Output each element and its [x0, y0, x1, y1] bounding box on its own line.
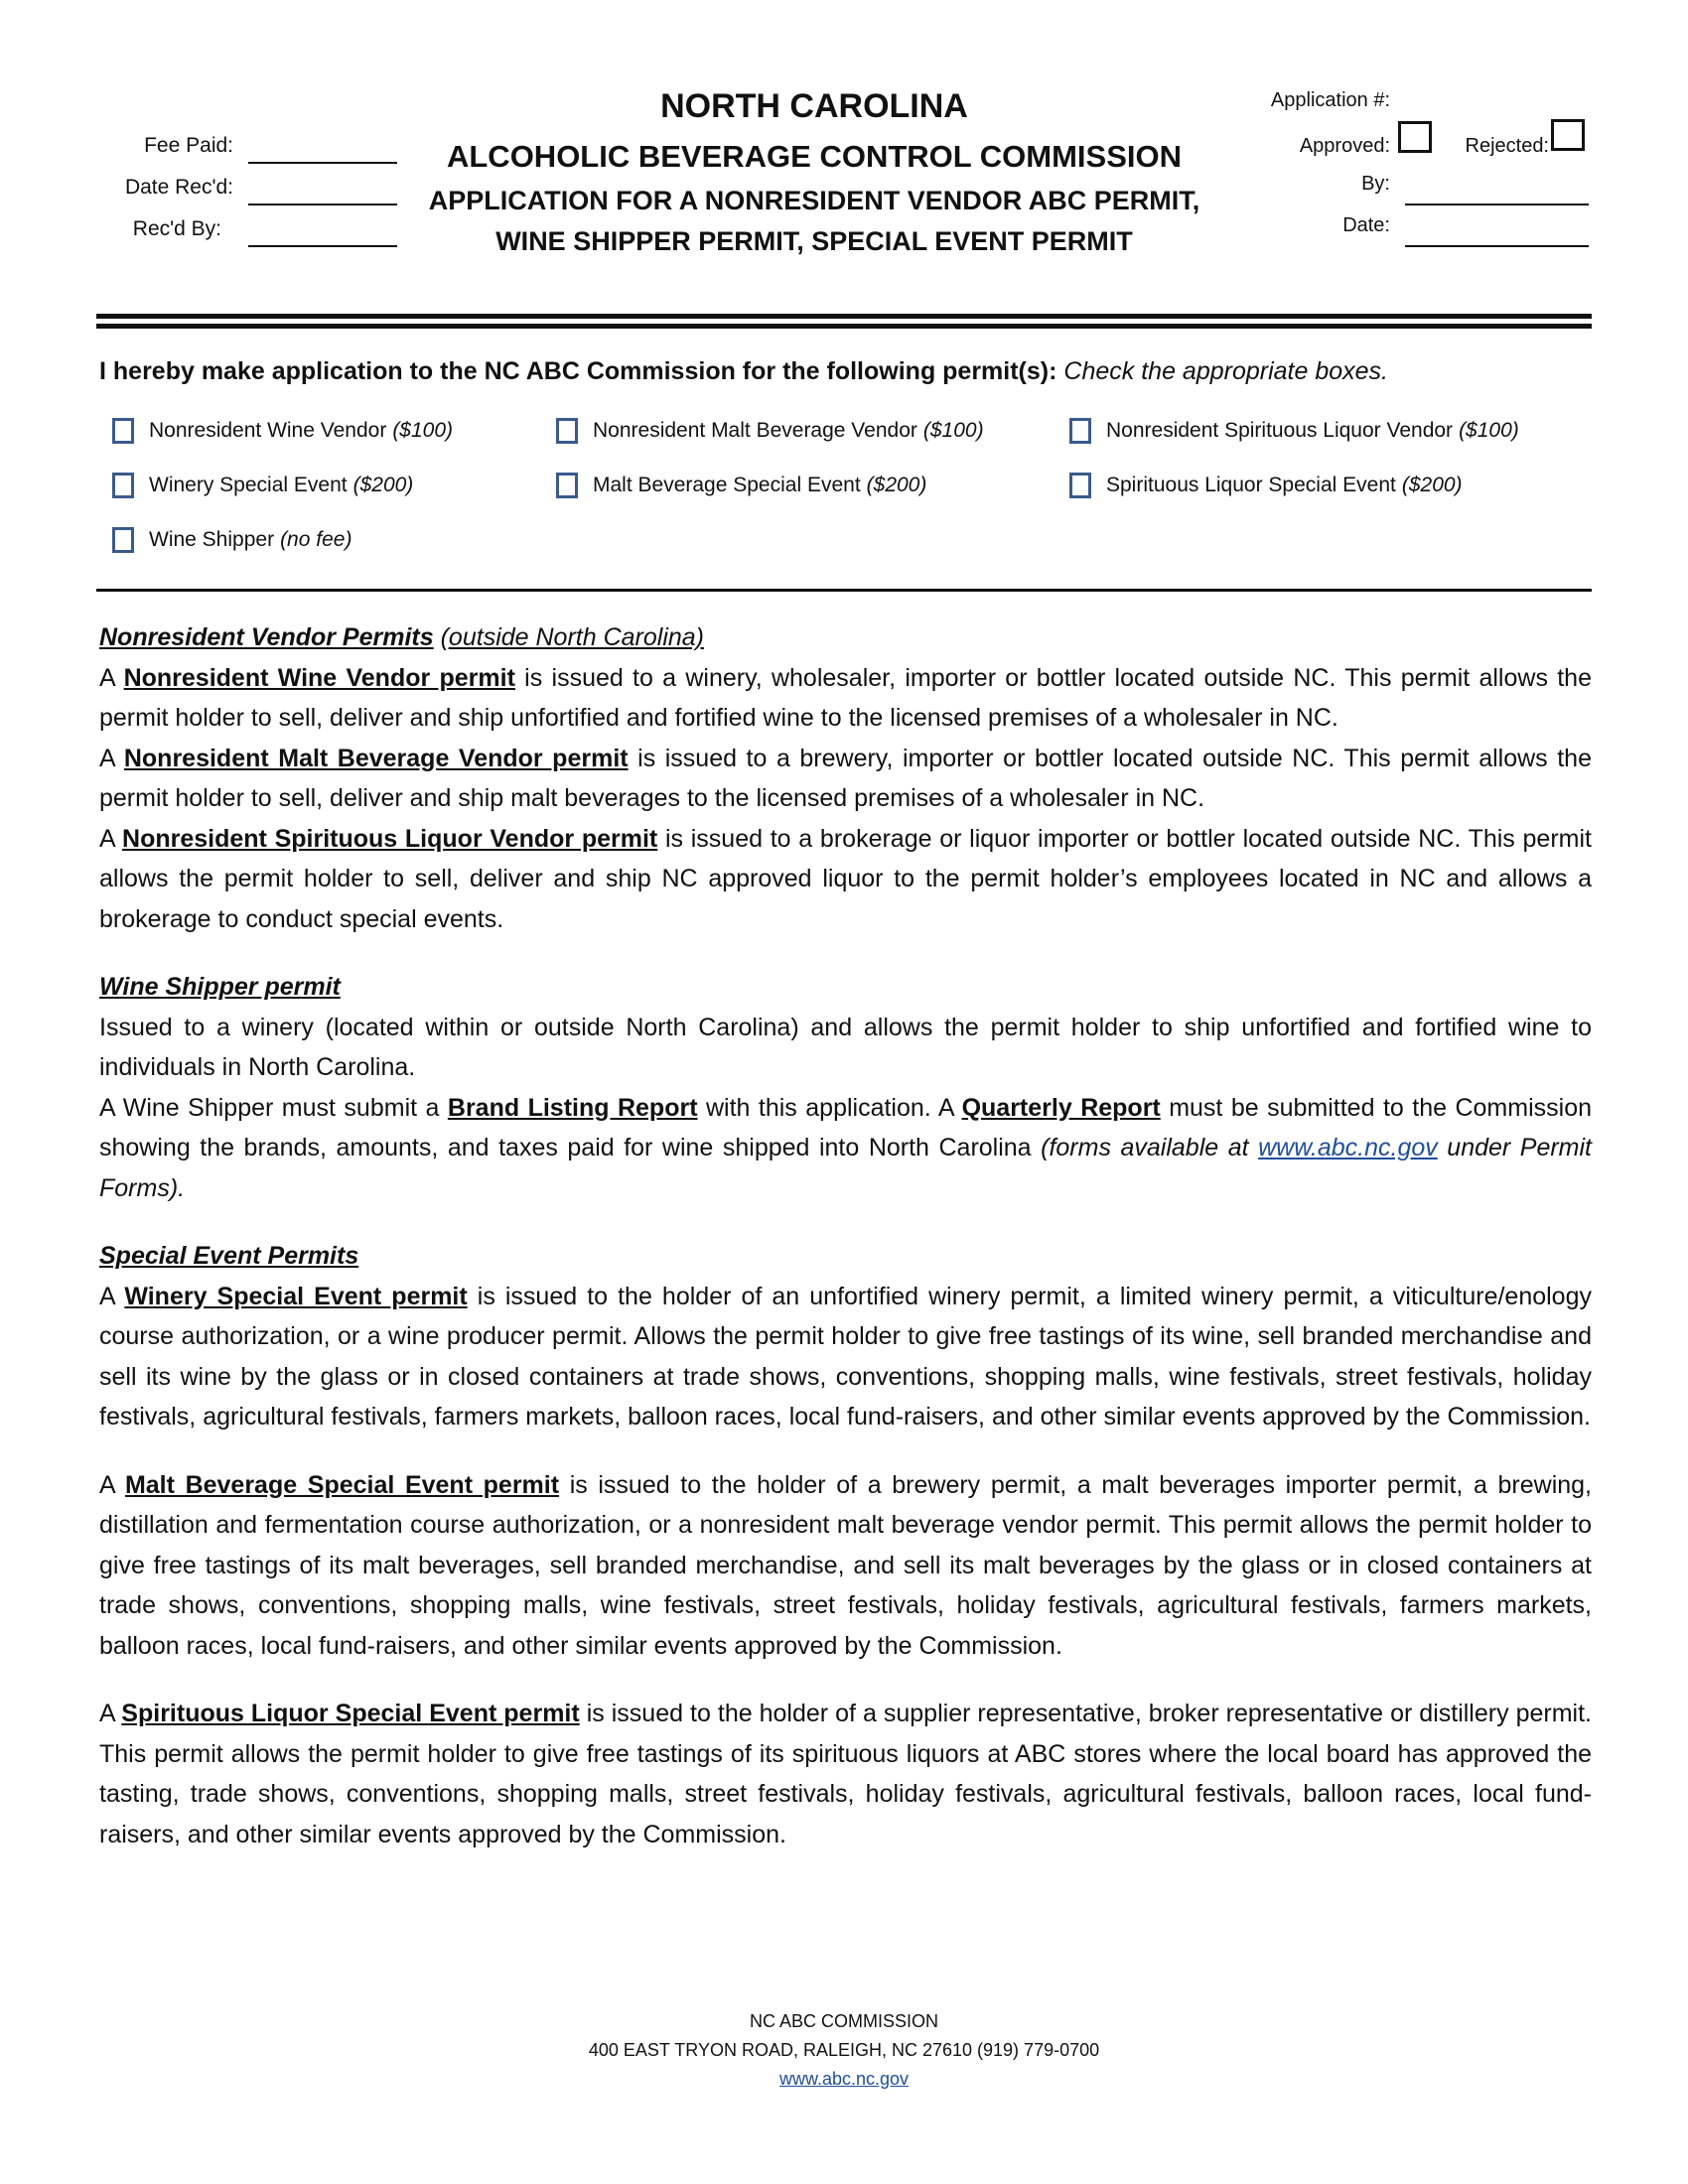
fee-paid-field[interactable]: [248, 162, 397, 164]
received-by-field[interactable]: [248, 245, 397, 247]
checkbox[interactable]: [112, 418, 134, 444]
fee-paid-label: Fee Paid:: [144, 134, 233, 157]
permit-option[interactable]: [112, 527, 352, 553]
date-field[interactable]: [1405, 245, 1589, 247]
footer-website-link[interactable]: www.abc.nc.gov: [778, 2069, 910, 2089]
paragraph: [99, 1694, 1592, 1854]
paragraph: Issued to a winery (located within or outside North Carolina) and allows the permit holder to ship unfortified and fortified wine to individuals in North Carolina.: [99, 1013, 1592, 1081]
text: A: [99, 1282, 125, 1310]
text: is issued to the holder of a supplier representative, broker representative or distillery permit. This permit allows the permit holder to give free tastings of its spirituous liquors at ABC stores where the local board has approved the tasting, trade shows, conventions, shopping malls, street festivals, holiday festivals, agricultural festivals, balloon races, local fund-raisers, and other similar events approved by the Commission.: [99, 1700, 1592, 1848]
text: A: [99, 824, 123, 853]
permit-label: Malt Beverage Special Event: [593, 474, 861, 496]
heading-note: (outside North Carolina): [440, 623, 705, 651]
text: A: [99, 663, 124, 692]
permit-option[interactable]: [112, 418, 453, 444]
text: is issued to the holder of a brewery permit, a malt beverages importer permit, a brewing, distillation and fermentation course authorization, or a nonresident malt beverage vendor permit. This permit allows the permit holder to give free tastings of its malt beverages, sell branded merchandise, and sell its malt beverages by the glass or in closed containers at trade shows, conventions, shopping malls, wine festivals, street festivals, holiday festivals, agricultural festivals, farmers markets, balloon races, local fund-raisers, and other similar events approved by the Commission.: [99, 1470, 1592, 1660]
paragraph: [99, 1088, 1592, 1209]
permit-fee: ($200): [866, 474, 927, 496]
title-permits: WINE SHIPPER PERMIT, SPECIAL EVENT PERMIT: [495, 226, 1133, 256]
rejected-label: Rejected:: [1465, 135, 1549, 157]
term: Nonresident Spirituous Liquor Vendor permit: [122, 824, 658, 853]
text: is issued to a winery, wholesaler, importer or bottler located outside NC. This permit allows the permit holder to sell, deliver and ship unfortified and fortified wine to the licensed premises of a wholesaler in NC.: [99, 663, 1592, 732]
text: under Permit Forms).: [99, 1134, 1592, 1202]
date-label: Date:: [1342, 214, 1390, 236]
heading-text: Special Event Permits: [99, 1242, 359, 1270]
permit-fee: ($100): [922, 419, 984, 442]
term: Winery Special Event permit: [124, 1282, 468, 1310]
header-rule-bottom: [96, 324, 1592, 329]
title-commission: ALCOHOLIC BEVERAGE CONTROL COMMISSION: [446, 139, 1182, 174]
checkbox[interactable]: [556, 473, 578, 498]
checkbox[interactable]: [112, 473, 134, 498]
term: Malt Beverage Special Event permit: [124, 1470, 560, 1499]
permit-fee: (no fee): [280, 528, 352, 551]
permit-fee: ($200): [1401, 474, 1463, 496]
permit-option[interactable]: [1069, 418, 1519, 444]
permit-option[interactable]: [112, 473, 413, 498]
checkbox[interactable]: [1069, 418, 1091, 444]
permit-descriptions: [99, 617, 1592, 1854]
checkbox[interactable]: [1069, 473, 1091, 498]
statement-instruction: Check the appropriate boxes.: [1063, 357, 1388, 385]
text: A: [99, 1470, 125, 1499]
date-received-field[interactable]: [248, 204, 397, 205]
paragraph: [99, 739, 1592, 819]
text: A Wine Shipper must submit a: [99, 1093, 448, 1122]
divider: [96, 589, 1592, 592]
text: A: [99, 744, 124, 772]
header-rule-top: [96, 314, 1592, 319]
title-application: APPLICATION FOR A NONRESIDENT VENDOR ABC PERMIT,: [428, 186, 1200, 215]
permit-fee: ($100): [392, 419, 454, 442]
by-field[interactable]: [1405, 204, 1589, 205]
paragraph: [99, 819, 1592, 940]
permit-label: Nonresident Wine Vendor: [149, 419, 387, 442]
application-number-label: Application #:: [1270, 89, 1390, 111]
permit-option[interactable]: [556, 418, 984, 444]
permit-label: Nonresident Malt Beverage Vendor: [593, 419, 917, 442]
section-heading: [99, 617, 1592, 658]
term: Nonresident Wine Vendor permit: [123, 663, 515, 692]
permit-fee: ($100): [1459, 419, 1519, 442]
permit-label: Spirituous Liquor Special Event: [1106, 474, 1396, 496]
text: is issued to a brokerage or liquor importer or bottler located outside NC. This permit allows the permit holder to sell, deliver and ship NC approved liquor to the permit holder’s employees located in NC and allows a brokerage to conduct special events.: [99, 824, 1592, 933]
paragraph: [99, 1277, 1592, 1437]
by-label: By:: [1361, 173, 1390, 195]
permit-option[interactable]: [556, 473, 926, 498]
section-heading: [99, 1236, 1592, 1277]
rejected-checkbox[interactable]: [1551, 119, 1585, 151]
heading-text: Wine Shipper permit: [99, 973, 341, 1001]
text: must be submitted to the Commission showing the brands, amounts, and taxes paid for wine shipped into North Carolina: [99, 1093, 1592, 1161]
text: (forms available at: [1041, 1134, 1259, 1161]
paragraph: [99, 1465, 1592, 1667]
term: Spirituous Liquor Special Event permit: [121, 1700, 580, 1727]
term: Nonresident Malt Beverage Vendor permit: [123, 744, 629, 772]
footer-address: 400 EAST TRYON ROAD, RALEIGH, NC 27610 (919) 779-0700: [588, 2040, 1100, 2060]
statement-text: I hereby make application to the NC ABC Commission for the following permit(s):: [99, 357, 1057, 385]
approved-label: Approved:: [1299, 135, 1390, 157]
text: with this application. A: [697, 1093, 962, 1122]
title-state: NORTH CAROLINA: [660, 87, 968, 125]
term: Quarterly Report: [961, 1093, 1161, 1122]
text: A: [99, 1700, 122, 1727]
received-by-label: Rec'd By:: [132, 217, 221, 240]
checkbox[interactable]: [556, 418, 578, 444]
checkbox[interactable]: [112, 527, 134, 553]
application-statement: [99, 357, 1388, 386]
text: is issued to the holder of an unfortified winery permit, a limited winery permit, a viticulture/enology course authorization, or a wine producer permit. Allows the permit holder to give free tastings of its wine, sell branded merchandise and sell its wine by the glass or in closed containers at trade shows, conventions, shopping malls, wine festivals, street festivals, holiday festivals, agricultural festivals, farmers markets, balloon races, local fund-raisers, and other similar events approved by the Commission.: [99, 1282, 1592, 1431]
date-received-label: Date Rec'd:: [124, 176, 233, 199]
paragraph: [99, 658, 1592, 739]
permit-option[interactable]: [1069, 473, 1463, 498]
permit-label: Nonresident Spirituous Liquor Vendor: [1106, 419, 1454, 442]
heading-text: Nonresident Vendor Permits: [99, 623, 434, 651]
website-link[interactable]: www.abc.nc.gov: [1258, 1134, 1438, 1161]
footer: [0, 2007, 1688, 2094]
permit-label: Winery Special Event: [149, 474, 348, 496]
text: is issued to a brewery, importer or bottler located outside NC. This permit allows the permit holder to sell, deliver and ship malt beverages to the licensed premises of a wholesaler in NC.: [99, 744, 1592, 812]
footer-org: NC ABC COMMISSION: [749, 2011, 939, 2031]
permit-fee: ($200): [352, 474, 414, 496]
term: Brand Listing Report: [447, 1093, 698, 1122]
permit-label: Wine Shipper: [149, 528, 275, 551]
section-heading: [99, 967, 1592, 1008]
